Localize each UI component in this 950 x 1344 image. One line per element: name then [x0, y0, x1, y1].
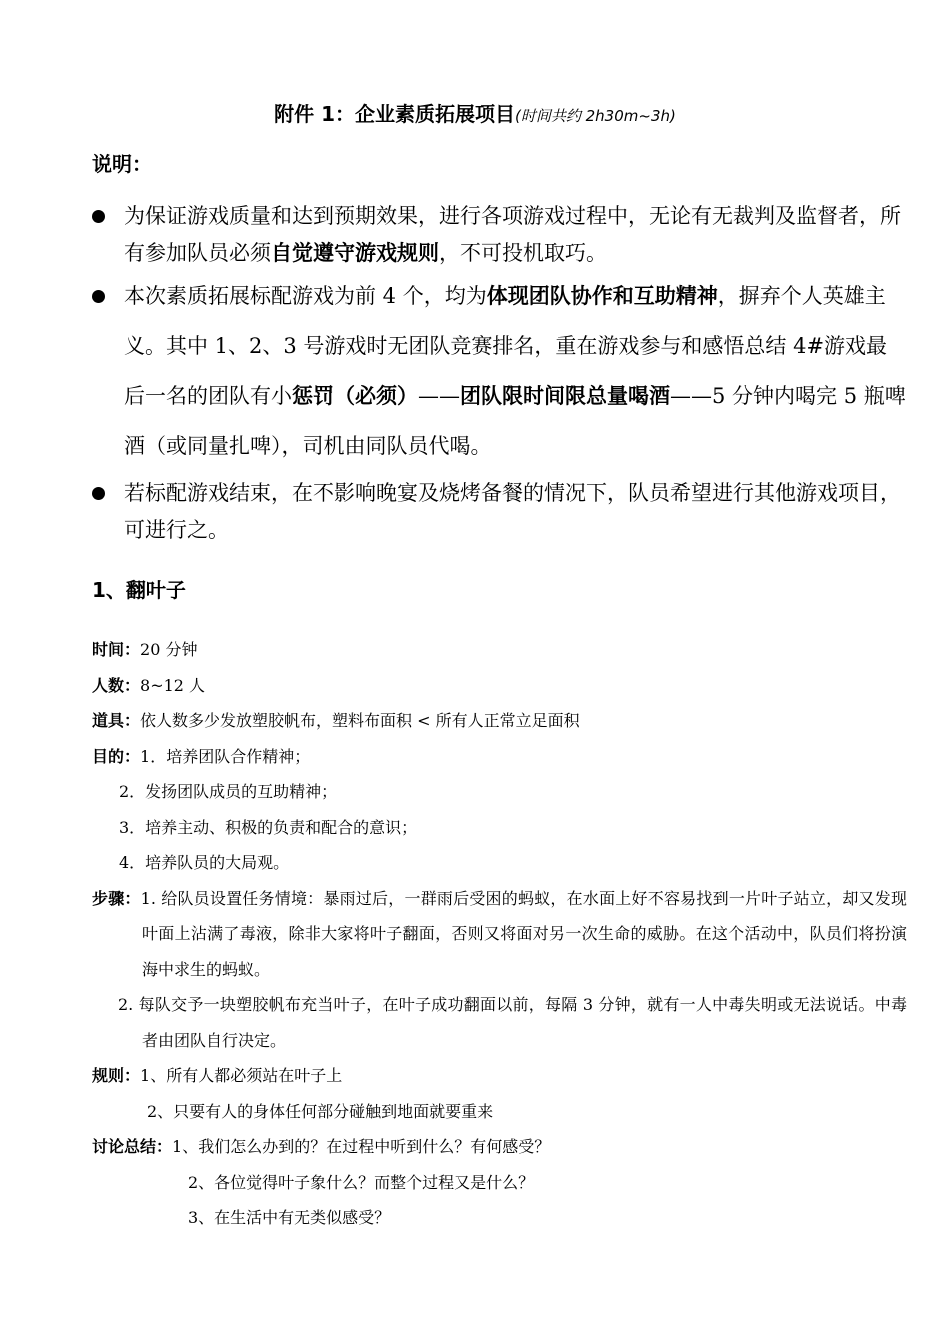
label: 讨论总结： [92, 1137, 173, 1156]
goal-row: 4．培养队员的大局观。 [119, 853, 290, 872]
goal-row: 3．培养主动、积极的负责和配合的意识； [119, 817, 418, 837]
value: 1、所有人都必须站在叶子上 [140, 1066, 343, 1085]
label: 道具： [92, 711, 141, 730]
text: ，不可投机取巧。 [439, 241, 607, 265]
bullet-icon [92, 487, 105, 500]
notes-list [92, 198, 907, 549]
goal-row: 2．发扬团队成员的互助精神； [119, 782, 338, 801]
people-row [92, 668, 907, 704]
bullet-icon [92, 210, 105, 223]
label: 时间： [92, 640, 141, 659]
steps-row [92, 881, 907, 988]
label: 步骤： [92, 888, 141, 908]
text: 若标配游戏结束，在不影响晚宴及烧烤备餐的情况下，队员希望进行其他游戏项目，可进行之。 [124, 481, 901, 542]
label: 目的： [92, 746, 141, 766]
list-item [92, 271, 907, 471]
bullet-icon [92, 290, 105, 303]
title-main: 附件 1：企业素质拓展项目 [274, 102, 516, 126]
emphasis: 自觉遵守游戏规则 [271, 241, 439, 265]
discussion-row [92, 1129, 907, 1165]
text: ——5 分钟内喝完 5 瓶啤酒（或同量扎啤），司机由同队员代喝。 [124, 384, 906, 458]
value: 1．培养团队合作精神； [140, 746, 311, 766]
list-item [92, 475, 907, 549]
discussion-row: 2、各位觉得叶子象什么？而整个过程又是什么？ [188, 1172, 535, 1192]
emphasis: 惩罚（必须） [292, 384, 418, 408]
label: 规则： [92, 1066, 141, 1085]
discussion-row: 3、在生活中有无类似感受？ [188, 1208, 391, 1227]
text: 本次素质拓展标配游戏为前 4 个，均为 [124, 284, 487, 308]
text: 为保证游戏质量和达到预期效果，进行各项游戏过程中，无论有无裁判及监督者，所有参加队员必须 [124, 204, 901, 265]
time-row [92, 632, 907, 668]
rules-row: 2、只要有人的身体任何部分碰触到地面就要重来 [147, 1101, 494, 1121]
goal-row [92, 739, 907, 775]
section-heading: 1、翻叶子 [92, 578, 186, 602]
rules-row [92, 1058, 907, 1094]
props-row [92, 703, 907, 739]
list-item [92, 198, 907, 272]
page-title [0, 98, 950, 127]
value: 1. 给队员设置任务情境：暴雨过后，一群雨后受困的蚂蚁，在水面上好不容易找到一片叶子站立，却又发现叶面上沾满了毒液，除非大家将叶子翻面，否则又将面对另一次生命的威胁。在这个活动中，队员们将扮演海中求生的蚂蚁。 [140, 888, 907, 979]
value: 20 分钟 [140, 640, 198, 659]
notes-heading: 说明： [92, 152, 152, 176]
game-details [92, 632, 907, 1236]
emphasis: 体现团队协作和互助精神 [486, 284, 718, 308]
value: 1、我们怎么办到的？在过程中听到什么？有何感受？ [172, 1137, 551, 1156]
value: 8~12 人 [140, 675, 206, 695]
label: 人数： [92, 675, 141, 695]
emphasis: 团队限时间限总量喝酒 [460, 384, 670, 408]
steps-row: 2. 每队交予一块塑胶帆布充当叶子，在叶子成功翻面以前，每隔 3 分钟，就有一人中毒失明或无法说话。中毒者由团队自行决定。 [118, 995, 907, 1050]
title-sub: (时间共约 2h30m~3h) [515, 107, 676, 125]
text: ，摒弃个人英雄主义。其中 1、2、3 号游戏时无团队竞赛排名，重在游戏参与和感悟总结 4#游戏最后一名的团队有小 [124, 284, 888, 408]
text: —— [418, 384, 460, 408]
value: 依人数多少发放塑胶帆布，塑料布面积 < 所有人正常立足面积 [140, 711, 580, 730]
